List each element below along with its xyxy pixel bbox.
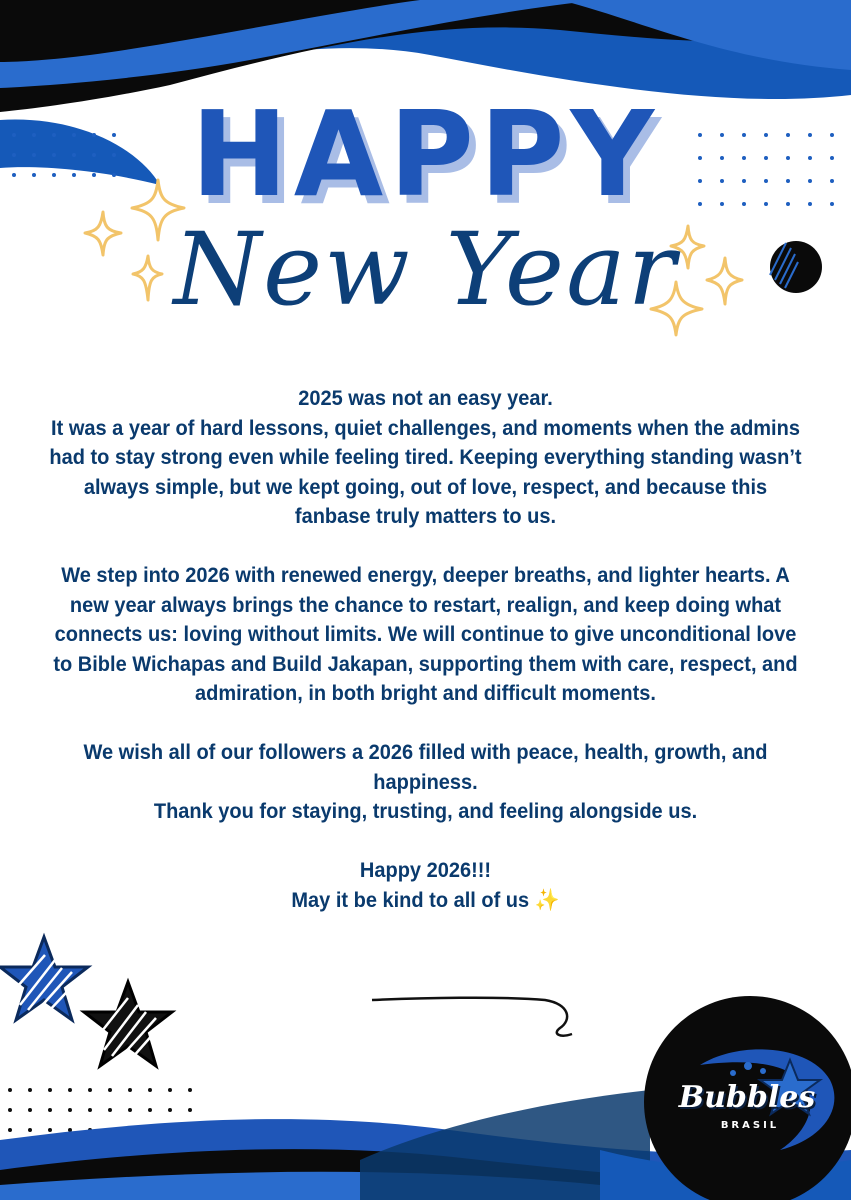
closing-line: May it be kind to all of us ✨ [291,887,560,912]
message-line: Thank you for staying, trusting, and feeling alongside us. [153,799,698,823]
logo-name: Bubbles [678,1080,816,1115]
message-line: It was a year of hard lessons, quiet challenges, and moments when the admins had to stay strong even while feeling tired. Keeping everything standing wasn’t always simple, but we kept going, out of love, respect, and because this fanbase truly matters to us. [49,415,802,528]
message-line: We wish all of our followers a 2026 filled with peace, health, growth, and happiness. [83,740,768,794]
closing-line: Happy 2026!!! [359,858,492,882]
message-paragraph: We step into 2026 with renewed energy, deeper breaths, and lighter hearts. A new year always brings the chance to restart, realign, and keep doing what connects us: loving without limits. We will continue to give unconditional love to Bible Wichapas and Build Jakapan, supporting them with care, respect, and admiration, in both bright and difficult moments. [53,563,798,705]
title-happy: HAPPY [191,85,660,223]
star-blue-icon [0,937,88,1020]
message-line: 2025 was not an easy year. [298,386,553,410]
title-new-year: New Year [173,211,678,328]
logo-subtitle: BRASIL [720,1120,780,1131]
star-black-icon [84,982,172,1066]
message-body [48,384,802,915]
underline-swoosh [372,998,572,1036]
